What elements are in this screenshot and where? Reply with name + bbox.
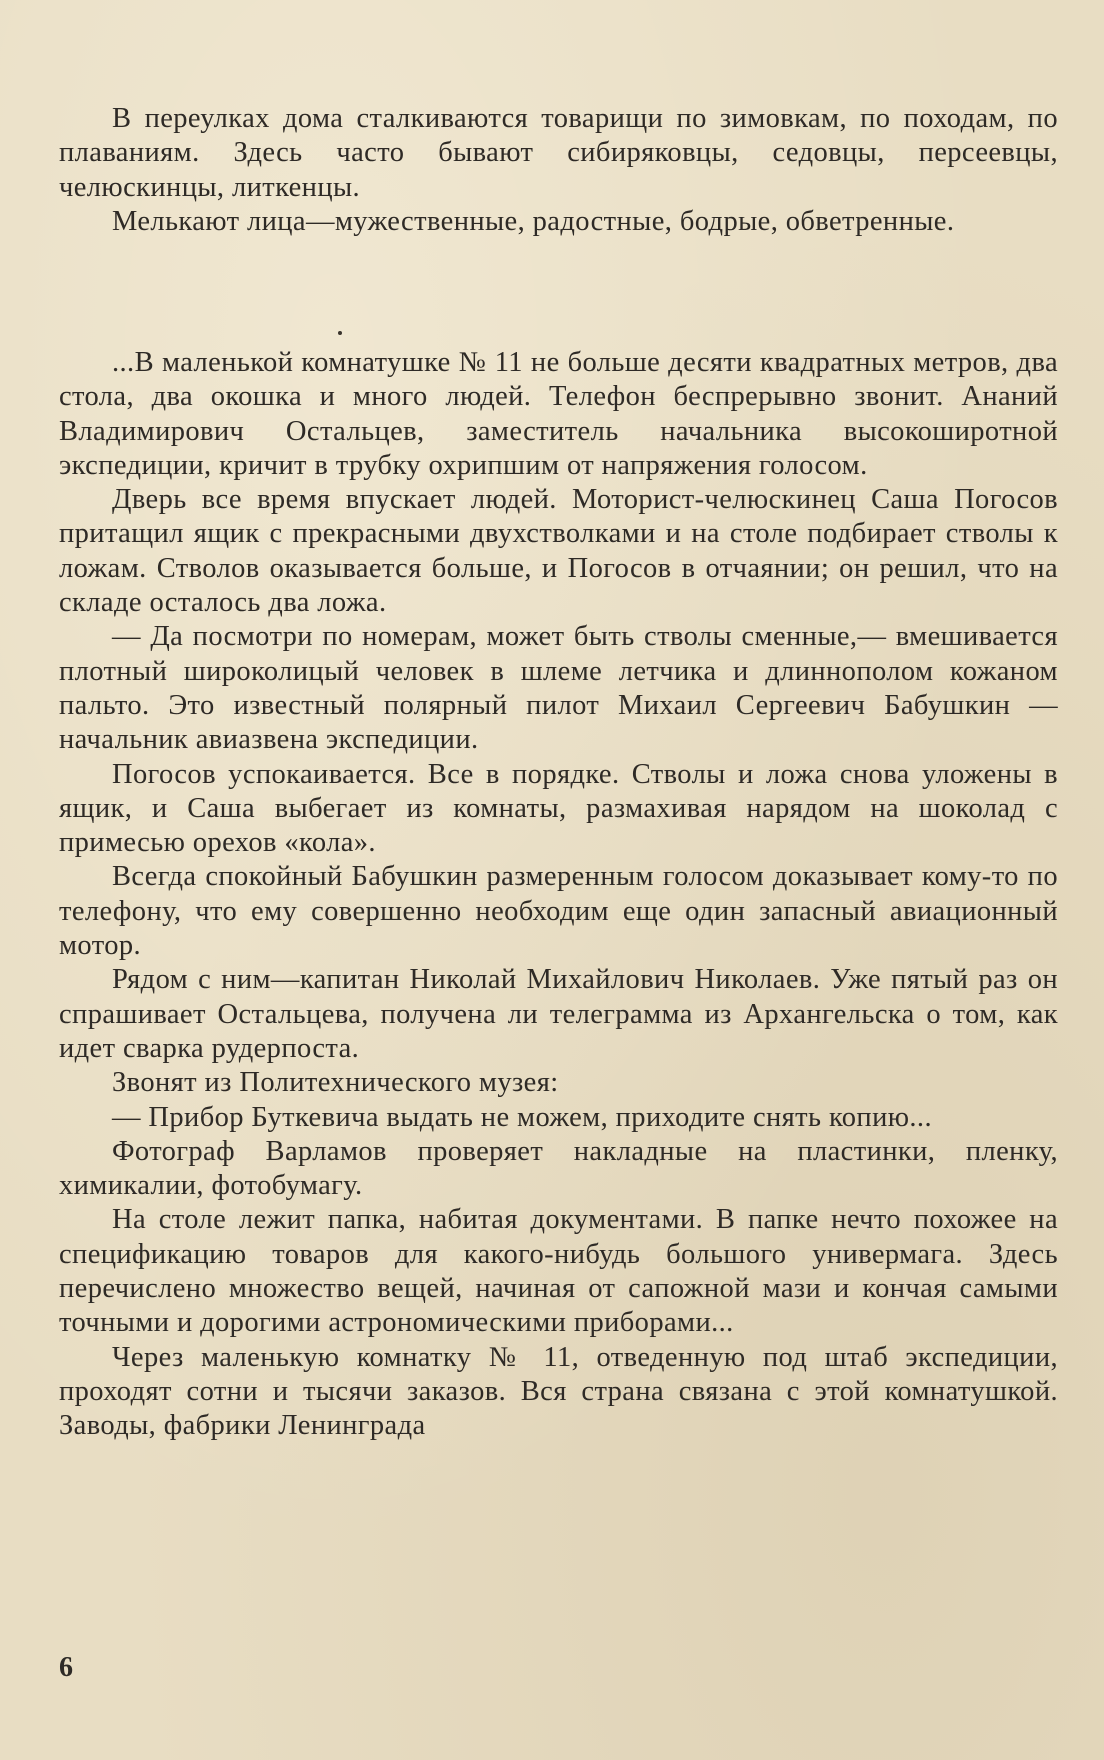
paragraph: Мелькают лица—мужественные, радостные, бодрые, обветренные. (112, 205, 955, 237)
paragraph: Рядом с ним—капитан Николай Михайлович Николаев. Уже пятый раз он спрашивает Остальцева, получена ли телеграмма из Архангельска о том, как идет сварка рудерпоста. (59, 964, 1058, 1064)
paragraph: ...В маленькой комнатушке № 11 не больше десяти квадратных метров, два стола, два окошка и много людей. Телефон беспрерывно звонит. Ананий Владимирович Остальцев, заместитель начальника высокоширотной экспедиции, кричит в трубку охрипшим от напряжения голосом. (59, 347, 1058, 481)
paragraph: На столе лежит папка, набитая документами. В папке нечто похожее на спецификацию товаров для какого-нибудь большого универмага. Здесь перечислено множество вещей, начиная от сапожной мази и кончая самыми точными и дорогими астрономическими приборами... (59, 1204, 1058, 1339)
paragraph: Всегда спокойный Бабушкин размеренным голосом доказывает кому-то по телефону, что ему совершенно необходим еще один запасный авиационный мотор. (59, 861, 1058, 962)
paragraph: В переулках дома сталкиваются товарищи по зимовкам, по походам, по плаваниям. Здесь часто бывают сибиряковцы, седовцы, персеевцы, челюскинцы, литкенцы. (59, 103, 1058, 203)
text-block-top (59, 102, 1058, 239)
text-block-main (59, 346, 1058, 1444)
paragraph: Через маленькую комнатку № 11, отведенную под штаб экспедиции, проходят сотни и тысячи заказов. Вся страна связана с этой комнатушкой. Заводы, фабрики Ленинграда (59, 1341, 1058, 1442)
paragraph: Погосов успокаивается. Все в порядке. Стволы и ложа снова уложены в ящик, и Саша выбегает из комнаты, размахивая нарядом на шоколад с примесью орехов «кола». (59, 758, 1058, 859)
paragraph: Фотограф Варламов проверяет накладные на пластинки, пленку, химикалии, фотобумагу. (59, 1135, 1058, 1202)
paragraph: Дверь все время впускает людей. Моторист-челюскинец Саша Погосов притащил ящик с прекрасными двухстволками и на столе подбирает стволы к ложам. Стволов оказывается больше, и Погосов в отчаянии; он решил, что на складе осталось два ложа. (59, 484, 1058, 619)
section-separator-dot (338, 331, 342, 335)
page-number: 6 (59, 1652, 73, 1683)
paragraph: Звонят из Политехнического музея: (112, 1067, 559, 1099)
paragraph: — Да посмотри по номерам, может быть стволы сменные,— вмешивается плотный широколицый человек в шлеме летчика и длиннополом кожаном пальто. Это известный полярный пилот Михаил Сергеевич Бабушкин — начальник авиазвена экспедиции. (59, 621, 1058, 756)
paragraph: — Прибор Буткевича выдать не можем, приходите снять копию... (112, 1101, 932, 1133)
